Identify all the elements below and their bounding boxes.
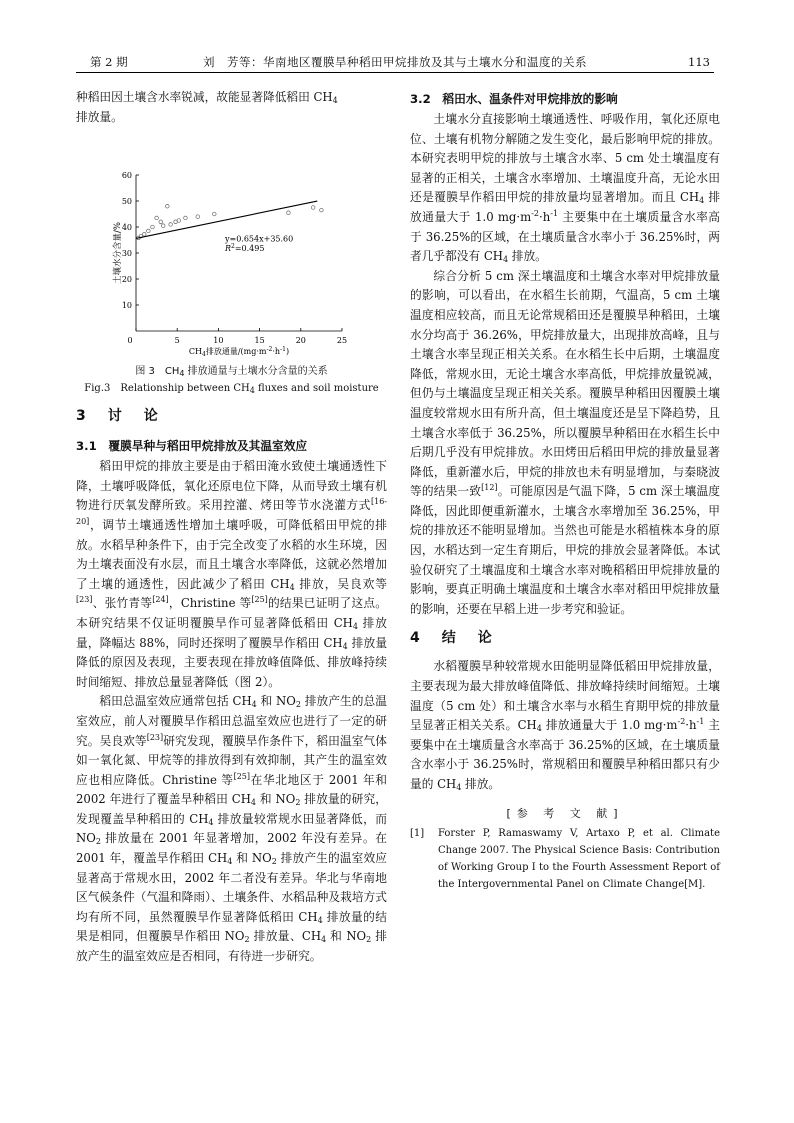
- x-tick-label: 10: [213, 336, 224, 346]
- section-heading-3: 3 讨 论: [76, 408, 162, 425]
- y-tick-label: 20: [121, 275, 132, 285]
- data-point: [212, 212, 216, 216]
- right-column: [410, 88, 720, 893]
- paragraph-3-1-b: 稻田总温室效应通常包括 $CH_4$ 和 $NO_2$ 排放产生的总温室效应，前人对覆膜旱作稻田总温室效应也进行了一定的研究。吴良欢等[23]研究发现，覆膜旱作条件下，稻田温室气体如一氧化氮、甲烷等的排放得到有效抑制，其产生的温室效应也相应降低。Christine 等[25]在华北地区于 2001 年和 2002 年进行了覆盖旱种稻田 $CH_4$ 和 $NO_2$ 排放量的研究，发现覆盖旱种稻田的 $CH_4$ 排放量较常规水田显著降低，而 $NO_2$ 排放量在 2001 年显著增加，2002 年没有差异。在 2001 年，覆盖旱作稻田 $CH_4$ 和 $NO_2$ 排放产生的温室效应显著高于常规水田，2002 年二者没有差异。华北与华南地区气候条件（气温和降雨）、土壤条件、水稻品种及栽培方式均有所不同，虽然覆膜旱作显著降低稻田 $CH_4$ 排放量的结果是相同，但覆膜旱作稻田 $NO_2$ 排放量、$CH_4$ 和 $NO_2$ 排放产生的温室效应是否相同，有待进一步研究。: [76, 694, 387, 964]
- y-tick-label: 10: [121, 301, 132, 311]
- data-point: [142, 233, 146, 237]
- x-tick-label: 5: [174, 336, 180, 346]
- subsection-heading-3-1: 3.1 覆膜旱种与稻田甲烷排放及其温室效应: [76, 439, 308, 454]
- intro-paragraph: 种稻田因土壤含水率锐减，故能显著降低稻田 $CH_4$ 排放量。: [76, 90, 338, 124]
- data-point: [169, 223, 173, 227]
- paragraph-3-2-a: 土壤水分直接影响土壤通透性、呼吸作用，氧化还原电位、土壤有机物分解随之发生变化，最后影响甲烷的排放。本研究表明甲烷的排放与土壤含水率、5 cm 处土壤温度有显著的正相关，土壤含水率增加、土壤温度升高，无论水田还是覆膜旱作稻田甲烷的排放量均显著增加。而且 $CH_4$ 排放通量大于 1.0 $mg\cdot m^{-2}\cdot h^{-1}$ 主要集中在土壤质量含水率高于 36.25%的区域，在土壤质量含水率小于 36.25%时，两者几乎都没有 $CH_4$ 排放。: [410, 112, 721, 265]
- data-point: [184, 216, 188, 220]
- running-header: [76, 50, 714, 73]
- page-number: 113: [688, 55, 710, 69]
- x-tick-label: 15: [254, 336, 265, 346]
- references-heading: [参 考 文 献]: [506, 806, 624, 820]
- section-heading-4: 4 结 论: [410, 630, 496, 647]
- data-point: [287, 211, 291, 215]
- regression-line: [136, 201, 317, 238]
- regression-equation: y=0.654x+35.60: [224, 234, 294, 244]
- y-tick-label: 40: [121, 223, 132, 233]
- data-point: [196, 215, 200, 219]
- data-point: [147, 229, 151, 233]
- data-point: [311, 206, 315, 210]
- r-squared-label: $R^2=0.495$: [224, 243, 265, 254]
- x-tick-label: 20: [295, 336, 306, 346]
- figure-3: [76, 131, 387, 363]
- data-point: [159, 220, 163, 224]
- y-tick-label: 60: [121, 171, 132, 181]
- data-point: [166, 205, 170, 209]
- x-tick-label: 0: [127, 336, 133, 346]
- data-point: [155, 216, 159, 220]
- subsection-heading-3-2: 3.2 稻田水、温条件对甲烷排放的影响: [410, 92, 618, 106]
- x-axis-label: $CH_4$排放通量$/(mg\cdot m^{-2}\cdot h^{-1})$: [188, 346, 290, 359]
- running-title: 刘 芳等：华南地区覆膜旱种稻田甲烷排放及其与土壤水分和温度的关系: [203, 55, 587, 69]
- issue-number: 第 2 期: [90, 55, 128, 69]
- x-tick-label: 25: [336, 336, 348, 346]
- y-tick-label: 50: [121, 197, 132, 207]
- y-tick-label: 30: [121, 249, 132, 259]
- left-column: [76, 88, 387, 967]
- data-point: [161, 224, 165, 228]
- scatter-chart: [76, 131, 387, 363]
- paragraph-conclusion: 水稻覆膜旱种较常规水田能明显降低稻田甲烷排放量，主要表现为最大排放峰值降低、排放峰持续时间缩短。土壤温度（5 cm 处）和土壤含水率与水稻生育期甲烷的排放量呈显著正相关关系。$CH_4$ 排放通量大于 1.0 $mg\cdot m^{-2}\cdot h^{-1}$ 主要集中在土壤质量含水率高于 36.25%的区域，在土壤质量含水率小于 36.25%时，常规稻田和覆膜旱种稻田都只有少量的 $CH_4$ 排放。: [410, 659, 720, 792]
- reference-text: Forster P, Ramaswamy V, Artaxo P, et al. Climate Change 2007. The Physical Science Basis: Contribution of Working Group I to the Fourth Assessment Report of the Intergovernmental Panel on Climate Change[M].: [438, 827, 720, 890]
- y-axis-label: 土壤水分含量/%: [113, 222, 123, 285]
- paragraph-3-1-a: 稻田甲烷的排放主要是由于稻田淹水致使土壤通透性下降，土壤呼吸降低，氧化还原电位下降，从而导致土壤有机物进行厌氧发酵所致。采用控灌、烤田等节水浇灌方式[16-20]，调节土壤通透性增加土壤呼吸，可降低稻田甲烷的排放。水稻旱种条件下，由于完全改变了水稻的水生环境，因为土壤表面没有水层，而且土壤含水率降低，这就必然增加了土壤的通透性，因此减少了稻田 $CH_4$ 排放，吴良欢等[23]、张竹青等[24]，Christine 等[25]的结果已证明了这点。本研究结果不仅证明覆膜旱作可显著降低稻田 $CH_4$ 排放量，降幅达 88%，同时还探明了覆膜旱作稻田 $CH_4$ 排放量降低的原因及表现，主要表现在排放峰值降低、排放峰持续时间缩短、排放总量显著降低（图 2）。: [76, 459, 388, 689]
- figure-caption-cn: 图 3 $CH_4$ 排放通量与土壤水分含量的关系: [135, 366, 328, 379]
- figure-caption-en: Fig.3 Relationship between $CH_4$ fluxes and soil moisture: [84, 383, 379, 396]
- reference-number: [1]: [410, 827, 425, 839]
- data-point: [177, 219, 181, 223]
- data-point: [320, 208, 324, 212]
- data-point: [151, 225, 155, 229]
- reference-item: [410, 825, 720, 893]
- paragraph-3-2-b: 综合分析 5 cm 深土壤温度和土壤含水率对甲烷排放量的影响，可以看出，在水稻生长前期，气温高，5 cm 土壤温度相应较高，而且无论常规稻田还是覆膜旱种稻田，土壤水分均高于 36.26%，甲烷排放量大，出现排放高峰，且与土壤含水率呈现正相关关系。在水稻生长中后期，土壤温度降低，常规水田，无论土壤含水率高低，甲烷排放量锐减，但仍与土壤温度呈现正相关关系。覆膜旱种稻田因覆膜土壤温度较常规水田有所升高，但土壤温度还是呈下降趋势，且土壤含水率低于 36.25%，所以覆膜旱种稻田在水稻生长中后期几乎没有甲烷排放。水田烤田后稻田甲烷的排放量显著降低，重新灌水后，甲烷的排放也未有明显增加，与秦晓波等的结果一致[12]。可能原因是气温下降，5 cm 深土壤温度降低，因此即便重新灌水，土壤含水率增加至 36.25%，甲烷的排放还不能明显增加。当然也可能是水稻植株本身的原因，水稻达到一定生育期后，甲烷的排放会显著降低。本试验仅研究了土壤温度和土壤含水率对晚稻稻田甲烷排放量的影响，要真正明确土壤温度和土壤含水率对稻田甲烷排放量的影响，还要在早稻上进一步考究和验证。: [410, 268, 720, 616]
